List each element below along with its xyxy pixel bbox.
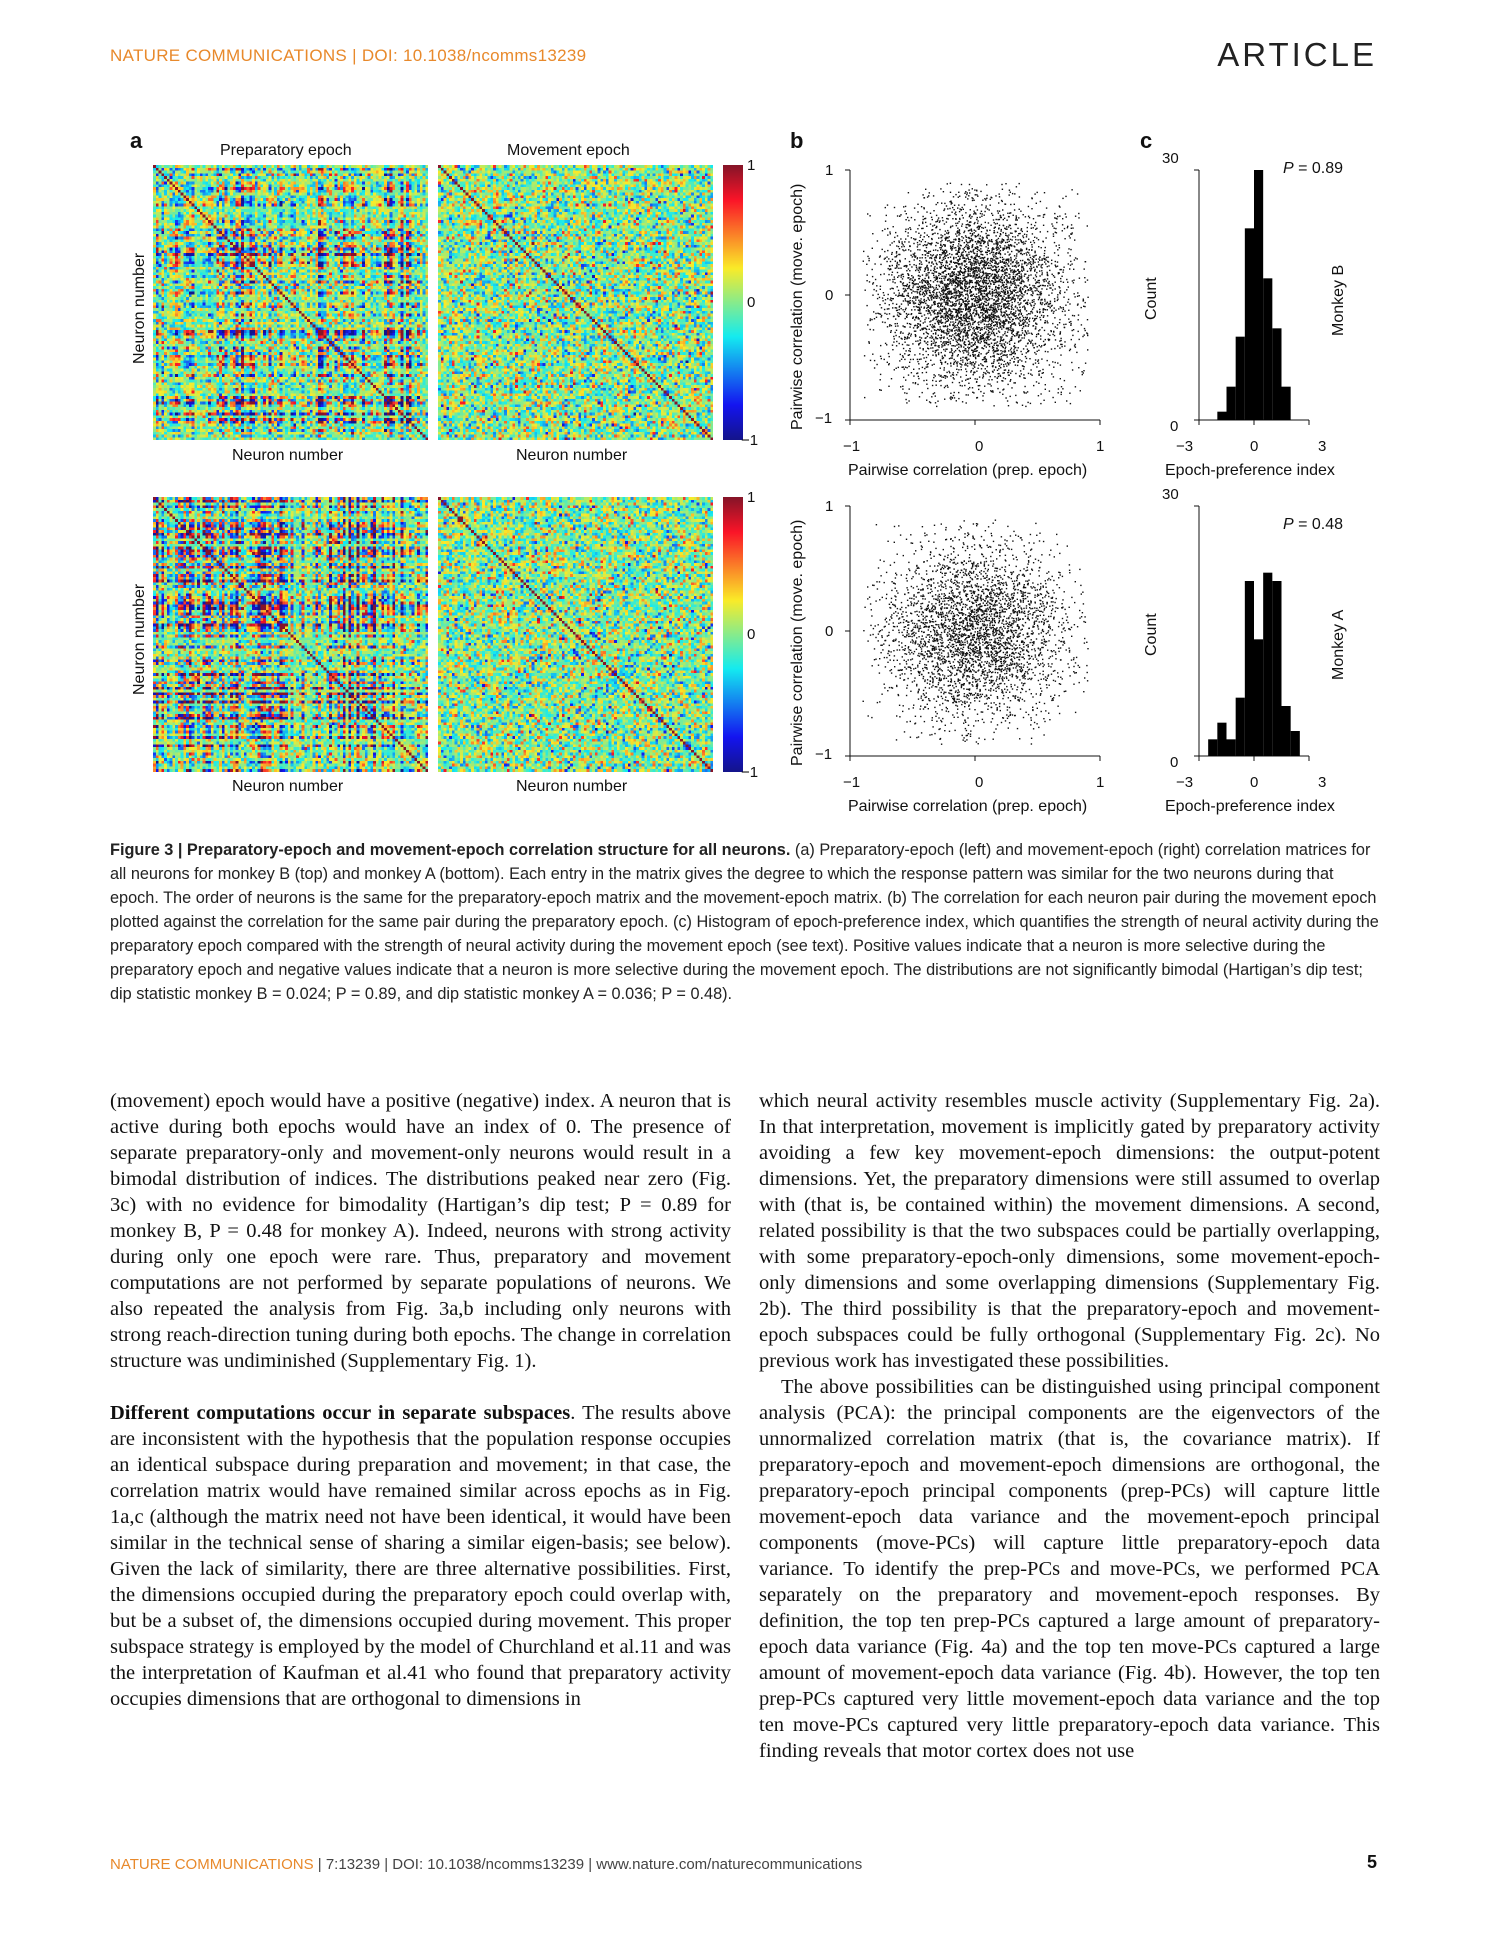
- scatter-bot-xtick-m1: −1: [843, 774, 861, 791]
- scatter-monkey-a: [840, 496, 1110, 776]
- body-column-left: [110, 1088, 731, 1712]
- hist-top-xtick-0: 0: [1250, 438, 1259, 455]
- matrix-xlabel-2: Neuron number: [516, 447, 628, 464]
- panel-a-letter: a: [130, 128, 143, 153]
- colorbar-tick-min-2: −1: [741, 764, 759, 781]
- scatter-top-ytick-0: 0: [825, 287, 834, 304]
- hist-top-xtick-3: 3: [1318, 438, 1327, 455]
- hist-bot-monkey-label: Monkey A: [1330, 609, 1347, 680]
- histogram-monkey-a: [1185, 496, 1345, 776]
- hist-bot-xtick-0: 0: [1250, 774, 1259, 791]
- scatter-bot-ytick-m1: −1: [815, 746, 833, 763]
- section-heading: Different computations occur in separate subspaces: [110, 1402, 571, 1424]
- scatter-top-ytick-1: 1: [825, 162, 834, 179]
- scatter-top-xtick-m1: −1: [843, 438, 861, 455]
- matrix-xlabel-3: Neuron number: [232, 778, 344, 795]
- scatter-bot-ytick-1: 1: [825, 498, 834, 515]
- colorbar-tick-zero: 0: [747, 294, 756, 311]
- panel-b-letter: b: [790, 128, 804, 153]
- caption-title: Figure 3 | Preparatory-epoch and movement-epoch correlation structure for all neurons.: [110, 841, 791, 859]
- right-paragraph-1: which neural activity resembles muscle activity (Supplementary Fig. 2a). In that interpretation, movement is implicitly gated by preparatory activity avoiding a few key movement-epoch dimensions: the output-potent dimensions. Yet, the preparatory dimensions were still assumed to overlap with (that is, be contained within) the movement dimensions. A second, related possibility is that the two subspaces could be partially overlapping, with some preparatory-epoch-only dimensions, some movement-epoch-only dimensions and some overlapping dimensions (Supplementary Fig. 2b). The third possibility is that the preparatory-epoch and movement-epoch subspaces could be fully orthogonal (Supplementary Fig. 2c). No previous work has investigated these possibilities.: [759, 1090, 1380, 1372]
- matrix-move-monkey-a: [438, 497, 713, 772]
- colorbar-tick-zero-2: 0: [747, 626, 756, 643]
- scatter-bot-xtick-1: 1: [1096, 774, 1105, 791]
- matrix-xlabel-1: Neuron number: [232, 447, 344, 464]
- caption-body: (a) Preparatory-epoch (left) and movement-epoch (right) correlation matrices for all neurons for monkey B (top) and monkey A (bottom). Each entry in the matrix gives the degree to which the response pattern was similar for the two neurons during that epoch. The order of neurons is the same for the preparatory-epoch matrix and the movement-epoch matrix. (b) The correlation for each neuron pair during the movement epoch plotted against the correlation for the same pair during the preparatory epoch. (c) Histogram of epoch-preference index, which quantifies the strength of neural activity during the preparatory epoch compared with the strength of neural activity during the movement epoch (see text). Positive values indicate that a neuron is more selective during the preparatory epoch and negative values indicate that a neuron is more selective during the movement epoch. The distributions are not significantly bimodal (Hartigan’s dip test; dip statistic monkey B = 0.024; P = 0.89, and dip statistic monkey A = 0.036; P = 0.48).: [110, 841, 1379, 1003]
- scatter-top-ytick-m1: −1: [815, 410, 833, 427]
- panel-c-letter: c: [1140, 128, 1153, 153]
- hist-bot-xtick-m3: −3: [1176, 774, 1194, 791]
- scatter-top-xtick-1: 1: [1096, 438, 1105, 455]
- hist-bot-xlabel: Epoch-preference index: [1165, 798, 1335, 815]
- hist-top-pvalue: P = 0.89: [1283, 160, 1344, 177]
- matrix-prep-monkey-a: [153, 497, 428, 772]
- colorbar-tick-max: 1: [747, 157, 756, 174]
- matrix-move-monkey-b: [438, 165, 713, 440]
- matrix-prep-monkey-b: [153, 165, 428, 440]
- scatter-top-xlabel: Pairwise correlation (prep. epoch): [848, 462, 1088, 479]
- figure-3: [0, 0, 1489, 830]
- hist-top-xlabel: Epoch-preference index: [1165, 462, 1335, 479]
- left-paragraph-1: (movement) epoch would have a positive (negative) index. A neuron that is active during both epochs would have an index of 0. The presence of separate preparatory-only and movement-only neurons would result in a bimodal distribution of indices. The distributions peaked near zero (Fig. 3c) with no evidence for bimodality (Hartigan’s dip test; P = 0.89 for monkey B, P = 0.48 for monkey A). Indeed, neurons with strong activity during only one epoch were rare. Thus, preparatory and movement computations are not performed by separate populations of neurons. We also repeated the analysis from Fig. 3a,b including only neurons with strong reach-direction tuning during both epochs. The change in correlation structure was undiminished (Supplementary Fig. 1).: [110, 1090, 731, 1372]
- scatter-bot-xtick-0: 0: [975, 774, 984, 791]
- hist-bot-ytick-30: 30: [1162, 486, 1179, 503]
- matrix-ylabel-bottom: Neuron number: [131, 583, 148, 695]
- figure-caption: [110, 838, 1382, 1006]
- matrix-xlabel-4: Neuron number: [516, 778, 628, 795]
- page-number: 5: [1366, 1852, 1377, 1872]
- hist-bot-ylabel: Count: [1143, 613, 1160, 656]
- histogram-monkey-b: [1185, 160, 1345, 440]
- right-paragraph-2: The above possibilities can be distinguished using principal component analysis (PCA): the principal components are the eigenvectors of the unnormalized correlation matrix (that is, the covariance matrix). If preparatory-epoch and movement-epoch dimensions are orthogonal, the preparatory-epoch principal components (prep-PCs) will capture little movement-epoch data variance and the movement-epoch principal components (move-PCs) will capture little preparatory-epoch data variance. To identify the prep-PCs and move-PCs, we performed PCA separately on the preparatory and movement-epoch responses. By definition, the top ten prep-PCs captured a large amount of preparatory-epoch data variance (Fig. 4a) and the top ten move-PCs captured a large amount of movement-epoch data variance (Fig. 4b). However, the top ten prep-PCs captured very little movement-epoch data variance and the top ten move-PCs captured very little preparatory-epoch data variance. This finding reveals that motor cortex does not use: [759, 1376, 1380, 1762]
- left-paragraph-2: Different computations occur in separate subspaces. The results above are inconsistent with the hypothesis that the population response occupies an identical subspace during preparation and movement; in that case, the correlation matrix would have remained similar across epochs as in Fig. 1a,c (although the matrix need not have been identical, it would have been similar in the technical sense of sharing a similar eigen-basis; see below). Given the lack of similarity, there are three alternative possibilities. First, the dimensions occupied during the preparatory epoch could overlap with, but be a subset of, the dimensions occupied during movement. This proper subspace strategy is employed by the model of Churchland et al.11 and was the interpretation of Kaufman et al.41 who found that preparatory activity occupies dimensions that are orthogonal to dimensions in: [110, 1402, 731, 1710]
- hist-top-ylabel: Count: [1143, 277, 1160, 320]
- hist-bot-pvalue: P = 0.48: [1283, 516, 1344, 533]
- hist-top-xtick-m3: −3: [1176, 438, 1194, 455]
- colorbar-tick-min: −1: [741, 432, 759, 449]
- hist-top-ytick-30: 30: [1162, 150, 1179, 167]
- scatter-bot-ylabel: Pairwise correlation (move. epoch): [789, 519, 806, 766]
- move-epoch-title: Movement epoch: [507, 142, 630, 159]
- prep-epoch-title: Preparatory epoch: [220, 142, 352, 159]
- journal-header: NATURE COMMUNICATIONS | DOI: 10.1038/ncomms13239: [110, 46, 587, 65]
- colorbar-bottom: [723, 497, 743, 772]
- scatter-bot-xlabel: Pairwise correlation (prep. epoch): [848, 798, 1088, 815]
- hist-bot-ytick-0: 0: [1170, 754, 1179, 771]
- hist-top-monkey-label: Monkey B: [1330, 264, 1347, 336]
- colorbar-tick-max-2: 1: [747, 489, 756, 506]
- footer-citation: NATURE COMMUNICATIONS | 7:13239 | DOI: 10.1038/ncomms13239 | www.nature.com/naturecommunications: [110, 1856, 863, 1873]
- matrix-ylabel-top: Neuron number: [131, 252, 148, 364]
- scatter-bot-ytick-0: 0: [825, 623, 834, 640]
- scatter-monkey-b: [840, 160, 1110, 440]
- section-label: ARTICLE: [1217, 36, 1377, 73]
- colorbar-top: [723, 165, 743, 440]
- body-column-right: [759, 1088, 1380, 1764]
- scatter-top-ylabel: Pairwise correlation (move. epoch): [789, 183, 806, 430]
- hist-top-ytick-0: 0: [1170, 418, 1179, 435]
- hist-bot-xtick-3: 3: [1318, 774, 1327, 791]
- scatter-top-xtick-0: 0: [975, 438, 984, 455]
